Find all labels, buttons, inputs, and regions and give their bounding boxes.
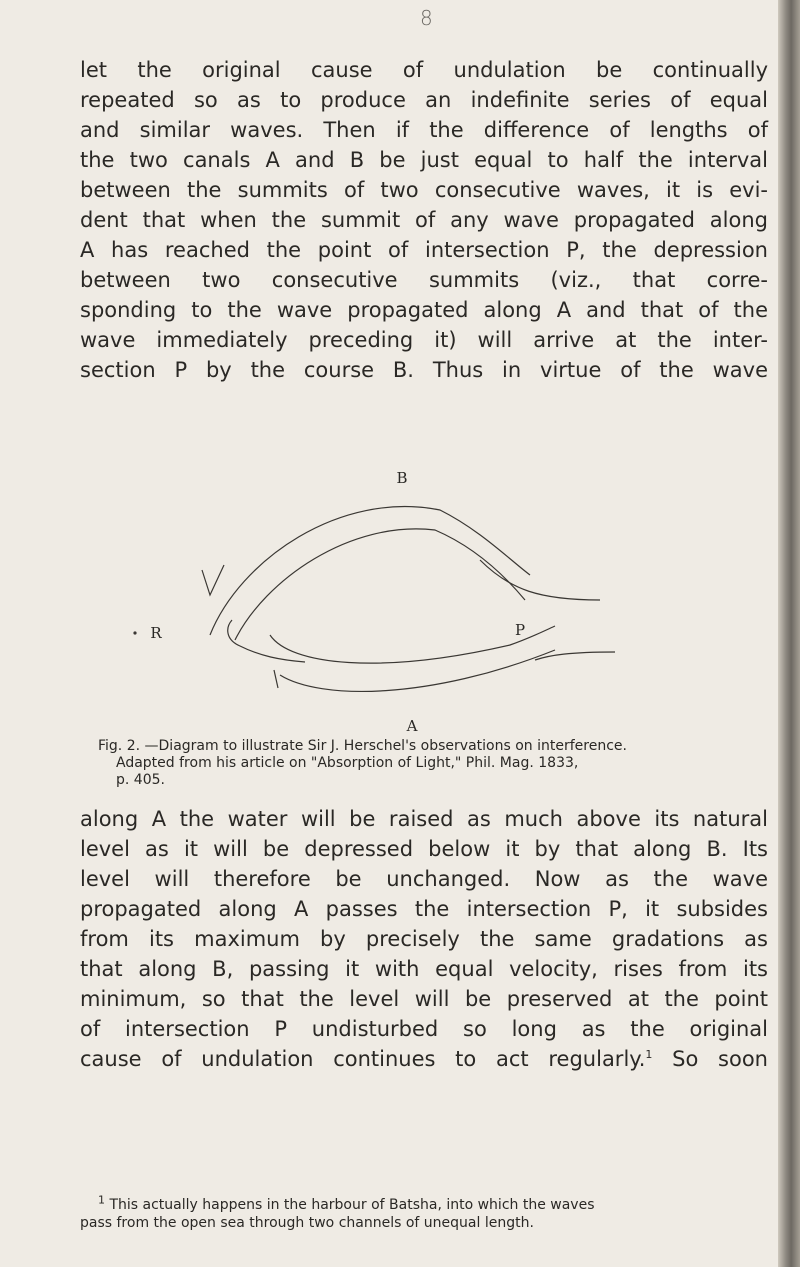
- book-spine-edge: [778, 0, 800, 1267]
- paragraph-line: along A the water will be raised as much above its natural: [80, 807, 768, 831]
- paragraph-line: propagated along A passes the intersection P, it subsides: [80, 897, 768, 921]
- footnote-marker: 1: [645, 1048, 653, 1061]
- footnote-number: 1: [98, 1193, 105, 1207]
- canal-b-end-tick: [202, 565, 224, 595]
- paragraph-line: from its maximum by precisely the same gradations as: [80, 927, 768, 951]
- caption-line: Adapted from his article on "Absorption of Light," Phil. Mag. 1833,: [116, 755, 579, 771]
- paragraph-line: level as it will be depressed below it by that along B. Its: [80, 837, 768, 861]
- paragraph-line: that along B, passing it with equal velocity, rises from its: [80, 957, 768, 981]
- label-r: R: [150, 624, 162, 642]
- canal-b-inner-curve: [235, 529, 525, 640]
- page-number: 8: [420, 6, 433, 30]
- paragraph-line: section P by the course B. Thus in virtue of the wave: [80, 358, 768, 382]
- paragraph-2: [80, 804, 768, 1074]
- canal-b-exit-upper: [480, 560, 600, 600]
- paragraph-line: let the original cause of undulation be continually: [80, 58, 768, 82]
- paragraph-line: wave immediately preceding it) will arrive at the inter-: [80, 328, 768, 352]
- paragraph-line: the two canals A and B be just equal to half the interval: [80, 148, 768, 172]
- label-b: B: [396, 469, 408, 487]
- canal-diagram: [150, 450, 630, 740]
- footnote-line: pass from the open sea through two channels of unequal length.: [80, 1215, 534, 1231]
- caption-line: p. 405.: [116, 772, 165, 788]
- paragraph-line: minimum, so that the level will be preserved at the point: [80, 987, 768, 1011]
- left-dot: [133, 631, 136, 634]
- paragraph-text: cause of undulation continues to act regularly.: [80, 1047, 646, 1071]
- paragraph-line: repeated so as to produce an indefinite series of equal: [80, 88, 768, 112]
- label-a: A: [406, 717, 418, 735]
- paragraph-text: So soon: [672, 1047, 768, 1071]
- label-p: P: [514, 621, 526, 639]
- canal-junction-left: [228, 620, 305, 662]
- canal-a-lower-curve: [280, 650, 555, 691]
- paragraph-line: A has reached the point of intersection P, the depression: [80, 238, 768, 262]
- paragraph-line: between the summits of two consecutive waves, it is evi-: [80, 178, 768, 202]
- paragraph-line: between two consecutive summits (viz., that corre-: [80, 268, 768, 292]
- paragraph-line: and similar waves. Then if the difference of lengths of: [80, 118, 768, 142]
- paragraph-line: sponding to the wave propagated along A and that of the: [80, 298, 768, 322]
- paragraph-1: [80, 55, 768, 385]
- canal-b-outer-curve: [210, 507, 530, 635]
- footnote: [80, 1193, 768, 1232]
- footnote-text: This actually happens in the harbour of Batsha, into which the waves: [109, 1197, 595, 1213]
- paragraph-line: [80, 1044, 768, 1074]
- canal-diagram-figure: [150, 450, 630, 740]
- paragraph-line: dent that when the summit of any wave propagated along: [80, 208, 768, 232]
- caption-line: Fig. 2. —Diagram to illustrate Sir J. Herschel's observations on interference.: [98, 738, 627, 754]
- canal-a-upper-curve: [270, 626, 555, 663]
- figure-caption: [98, 738, 768, 789]
- canal-a-end-tick: [274, 670, 278, 688]
- footnote-line: [80, 1193, 768, 1214]
- paragraph-line: of intersection P undisturbed so long as the original: [80, 1017, 768, 1041]
- paragraph-line: level will therefore be unchanged. Now as the wave: [80, 867, 768, 891]
